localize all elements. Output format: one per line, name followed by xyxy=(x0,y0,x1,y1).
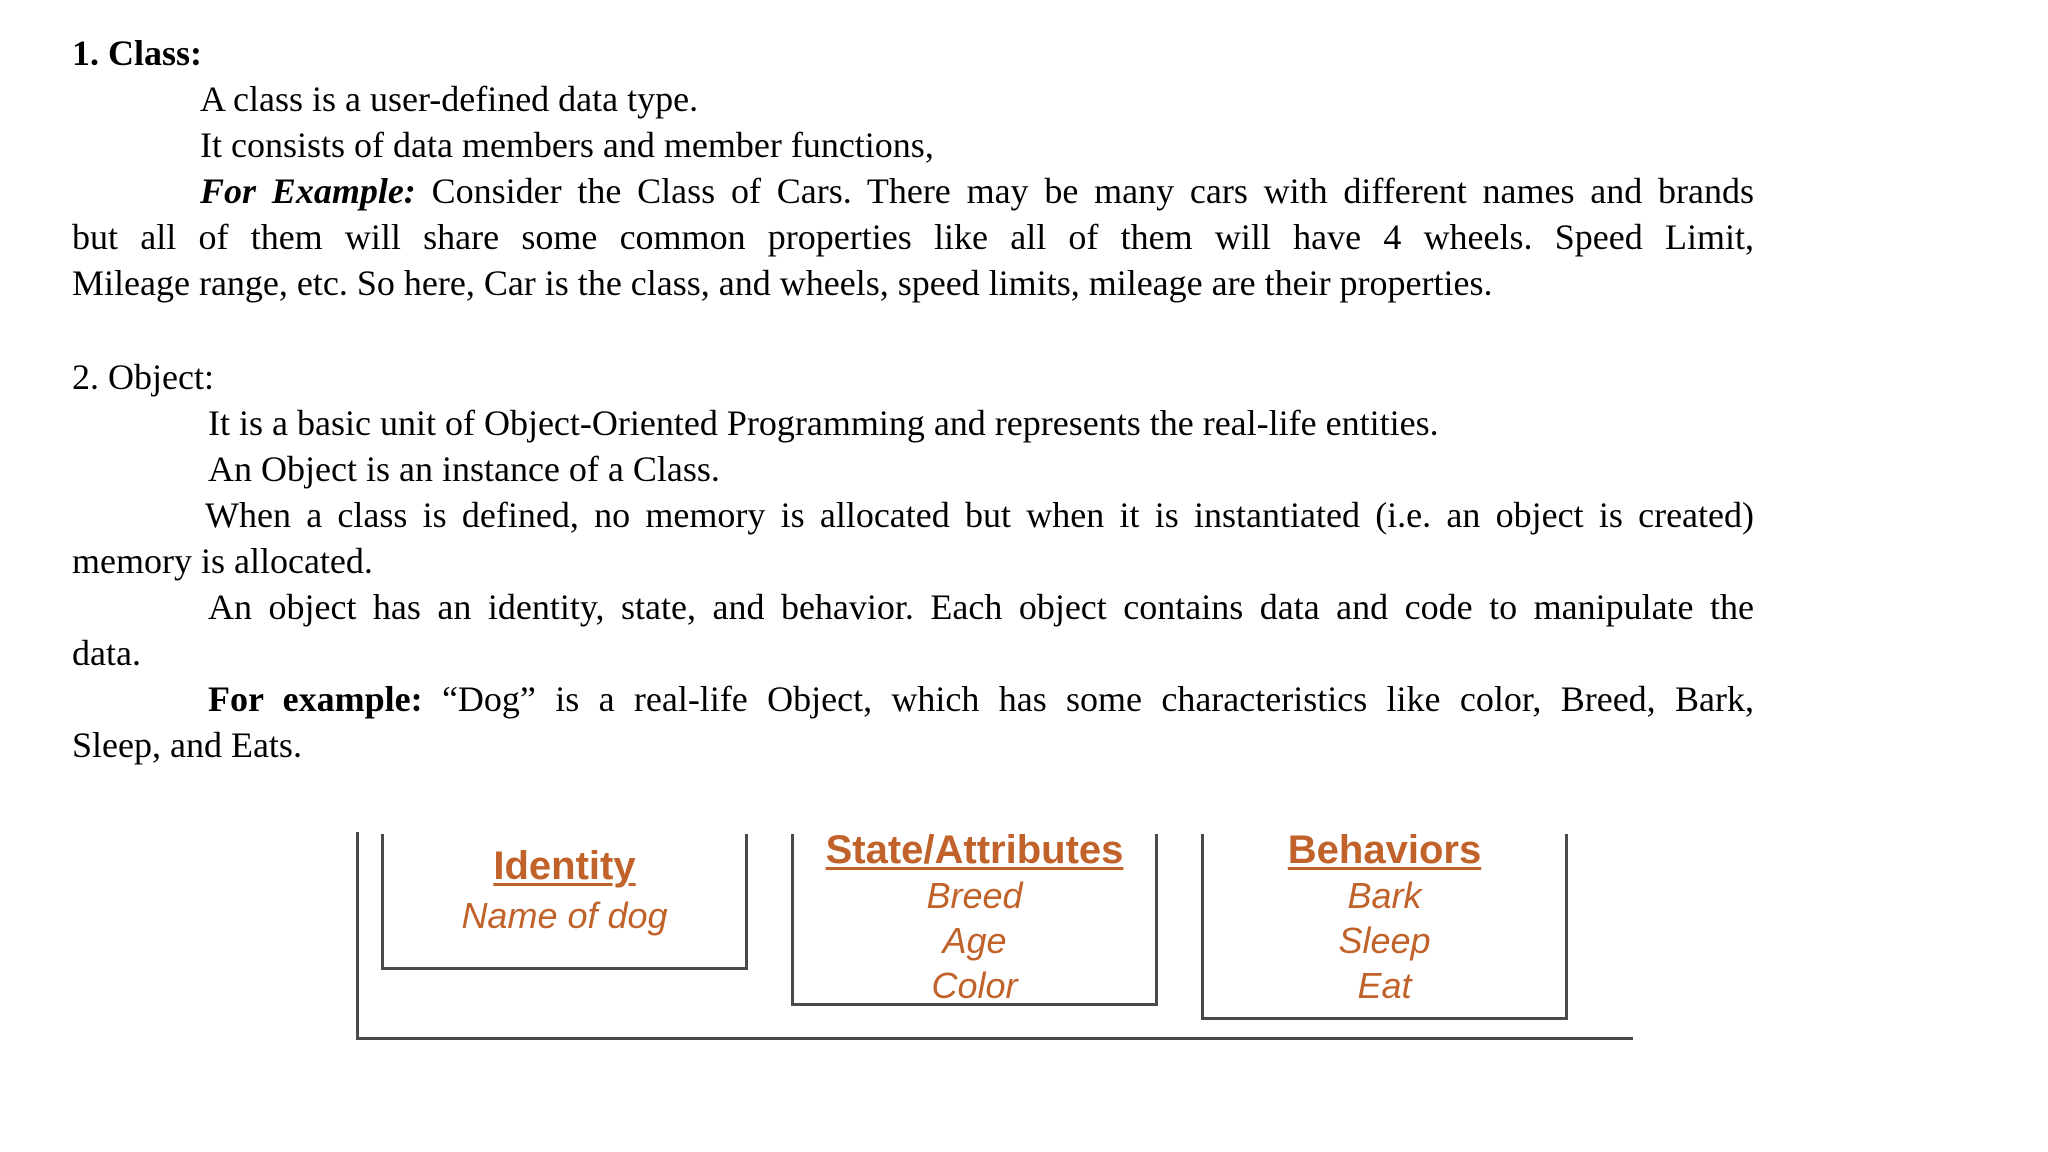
class-example-cont-1: but all of them will share some common properties like all of them will have 4 wheels. Speed Limit, xyxy=(72,217,1754,257)
class-line-1: A class is a user-defined data type. xyxy=(200,79,699,119)
diagram-bottom-edge xyxy=(356,1037,1633,1040)
object-example-label: For example: xyxy=(208,679,423,719)
class-example xyxy=(200,168,1754,214)
state-item: Breed xyxy=(926,875,1023,916)
state-item: Color xyxy=(931,965,1018,1006)
class-line-2: It consists of data members and member functions, xyxy=(200,125,934,165)
identity-item: Name of dog xyxy=(461,895,668,936)
state-box xyxy=(791,828,1158,1006)
class-example-cont-2: Mileage range, etc. So here, Car is the class, and wheels, speed limits, mileage are their properties. xyxy=(72,263,1493,303)
object-line-1: It is a basic unit of Object-Oriented Programming and represents the real-life entities. xyxy=(208,403,1439,443)
object-line-4: An object has an identity, state, and behavior. Each object contains data and code to manipulate the xyxy=(208,587,1754,627)
behaviors-title: Behaviors xyxy=(1287,828,1482,872)
object-line-3-cont: memory is allocated. xyxy=(72,541,373,581)
behaviors-box xyxy=(1201,828,1568,1020)
identity-box xyxy=(381,834,748,970)
behaviors-item: Eat xyxy=(1357,965,1412,1006)
class-example-text: Consider the Class of Cars. There may be many cars with different names and brands xyxy=(415,171,1754,211)
object-line-4-cont: data. xyxy=(72,633,141,673)
state-title: State/Attributes xyxy=(825,828,1124,872)
object-example xyxy=(208,676,1754,722)
object-line-3: When a class is defined, no memory is allocated but when it is instantiated (i.e. an object is created) xyxy=(205,495,1754,535)
object-example-cont: Sleep, and Eats. xyxy=(72,725,302,765)
state-item: Age xyxy=(942,920,1007,961)
class-heading: 1. Class: xyxy=(72,33,203,73)
class-example-label: For Example: xyxy=(200,171,416,211)
identity-title: Identity xyxy=(493,844,636,888)
diagram-left-edge xyxy=(356,832,359,1040)
behaviors-item: Bark xyxy=(1347,875,1422,916)
object-heading: 2. Object: xyxy=(72,357,214,397)
object-line-2: An Object is an instance of a Class. xyxy=(208,449,720,489)
behaviors-item: Sleep xyxy=(1338,920,1431,961)
object-example-text: “Dog” is a real-life Object, which has some characteristics like color, Breed, Bark, xyxy=(422,679,1754,719)
